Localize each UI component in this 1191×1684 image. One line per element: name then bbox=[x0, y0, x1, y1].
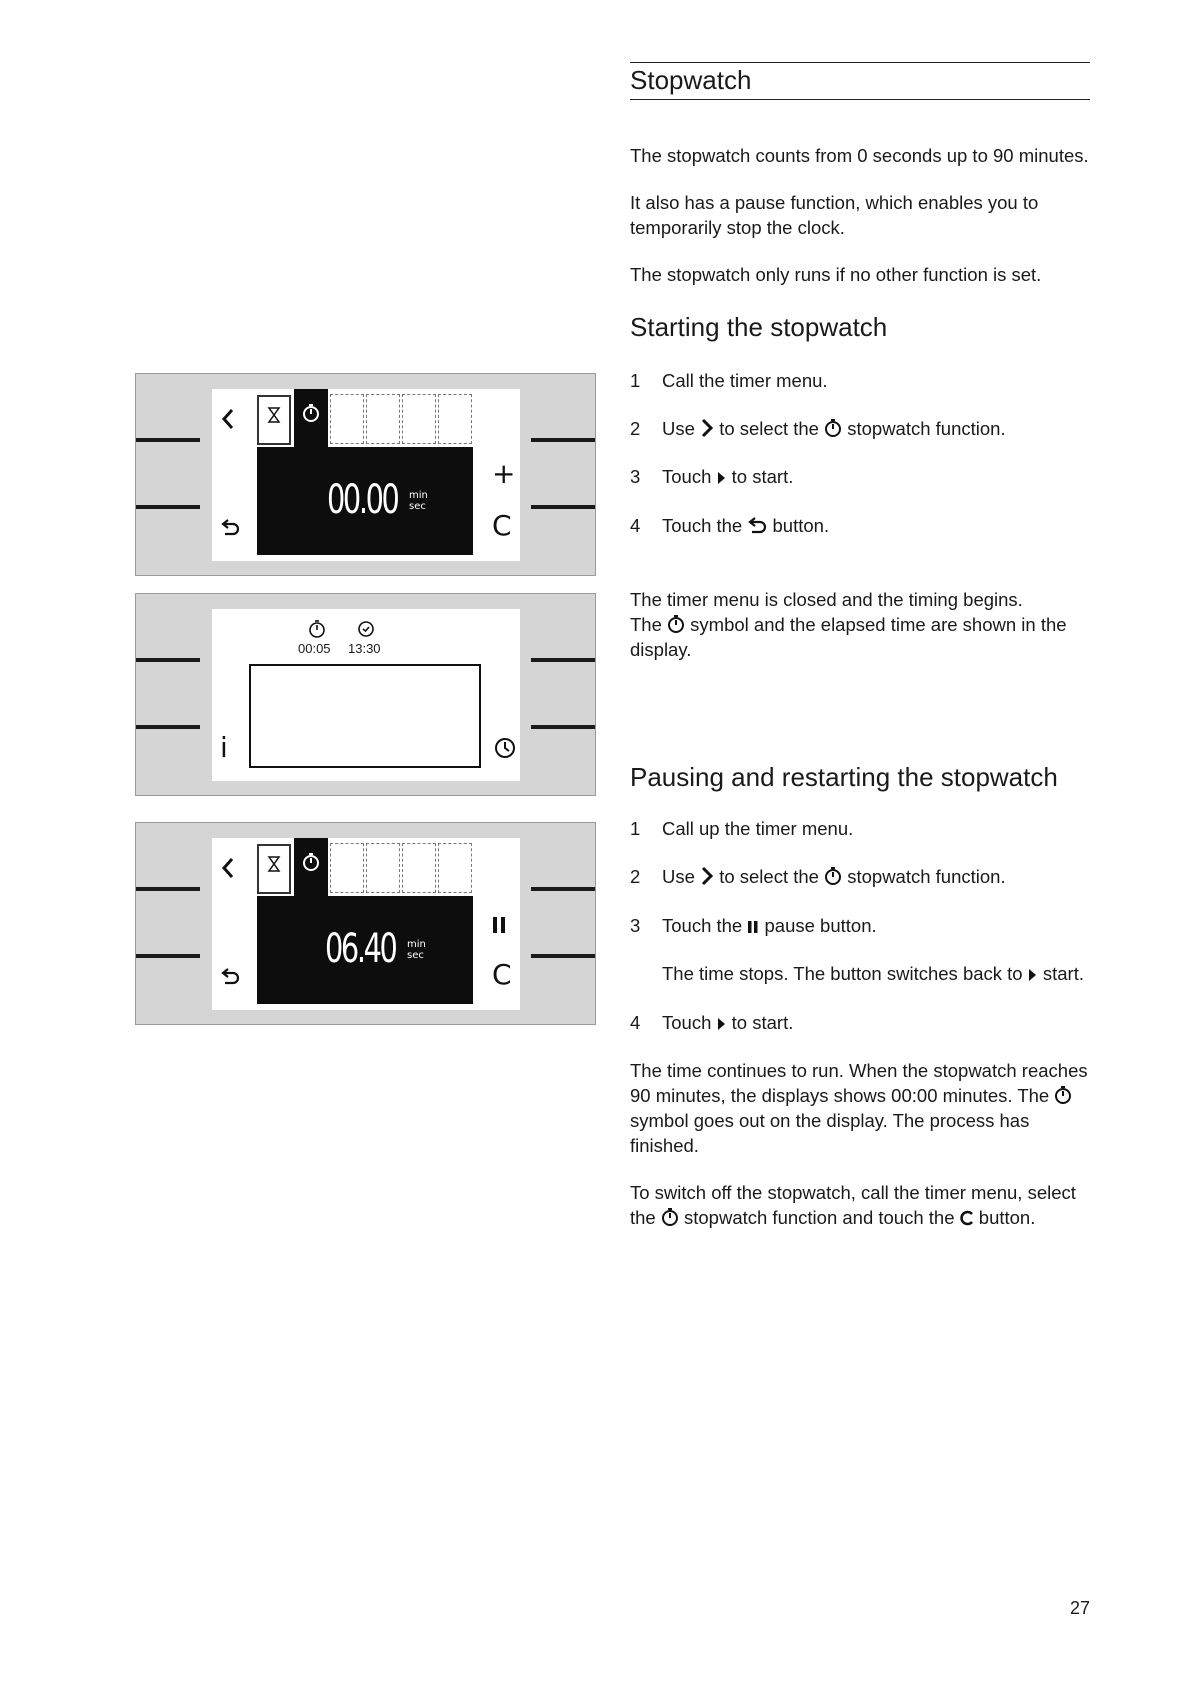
touch-line bbox=[136, 438, 200, 442]
time-display bbox=[257, 447, 473, 555]
play-icon bbox=[717, 1016, 727, 1032]
unit-sec: sec bbox=[407, 950, 424, 961]
step-text: button. bbox=[772, 515, 830, 536]
back-arrow-icon[interactable] bbox=[220, 966, 242, 988]
step-text: pause button. bbox=[764, 915, 877, 936]
step-number: 1 bbox=[630, 818, 641, 839]
step-text: Touch the bbox=[662, 515, 743, 536]
unit-sec: sec bbox=[409, 501, 426, 512]
pause-icon[interactable] bbox=[492, 916, 506, 934]
pause-step-2 bbox=[630, 864, 1100, 889]
pause-icon bbox=[747, 919, 759, 935]
pause-result-2 bbox=[630, 1180, 1100, 1230]
step-number: 2 bbox=[630, 866, 641, 887]
display-panel-running bbox=[135, 593, 596, 796]
step-text: to start. bbox=[731, 1012, 794, 1033]
empty-tab bbox=[366, 843, 400, 893]
chevron-right-icon bbox=[700, 418, 714, 438]
play-icon bbox=[717, 470, 727, 486]
stopwatch-tab[interactable] bbox=[294, 389, 328, 447]
intro-paragraph-2: It also has a pause function, which enables you to temporarily stop the clock. bbox=[630, 192, 1039, 238]
step-number: 1 bbox=[630, 370, 641, 391]
display-panel-start bbox=[135, 373, 596, 576]
start-result bbox=[630, 587, 1100, 662]
step-number: 4 bbox=[630, 1012, 641, 1033]
step-text: start. bbox=[1042, 963, 1084, 984]
step-text: to start. bbox=[731, 466, 794, 487]
back-arrow-icon[interactable] bbox=[220, 517, 242, 539]
touch-line bbox=[531, 505, 595, 509]
intro-paragraph-1: The stopwatch counts from 0 seconds up to 90 minutes. bbox=[630, 145, 1089, 166]
step-text: to select the bbox=[719, 866, 819, 887]
info-button[interactable]: i bbox=[220, 731, 228, 764]
empty-tab bbox=[366, 394, 400, 444]
empty-tab bbox=[330, 394, 364, 444]
back-arrow-icon bbox=[747, 515, 767, 535]
empty-tab bbox=[402, 843, 436, 893]
section-title: Stopwatch bbox=[630, 62, 1090, 100]
pause-step-note bbox=[662, 961, 1132, 986]
result-line: The timer menu is closed and the timing begins. bbox=[630, 589, 1023, 610]
touch-line bbox=[531, 438, 595, 442]
result-text: button. bbox=[978, 1207, 1036, 1228]
chevron-left-icon[interactable] bbox=[220, 856, 236, 880]
display-panel-paused bbox=[135, 822, 596, 1025]
hourglass-icon bbox=[267, 407, 281, 423]
stopwatch-tab[interactable] bbox=[294, 838, 328, 896]
touch-line bbox=[136, 658, 200, 662]
display-screen bbox=[212, 609, 520, 781]
start-step-1 bbox=[630, 368, 1100, 393]
touch-line bbox=[531, 725, 595, 729]
step-text: stopwatch function. bbox=[847, 866, 1006, 887]
timer-tab[interactable] bbox=[257, 395, 291, 445]
step-text: Call the timer menu. bbox=[662, 370, 828, 391]
step-text: to select the bbox=[719, 418, 819, 439]
stopwatch-icon bbox=[667, 614, 685, 634]
result-text: The bbox=[630, 614, 662, 635]
step-text: The time stops. The button switches back to bbox=[662, 963, 1023, 984]
play-icon bbox=[1028, 967, 1038, 983]
heading-pausing: Pausing and restarting the stopwatch bbox=[630, 762, 1058, 792]
stopwatch-icon bbox=[824, 418, 842, 438]
stopwatch-icon bbox=[308, 619, 326, 639]
stopwatch-icon bbox=[302, 852, 320, 872]
result-text: symbol goes out on the display. The process has finished. bbox=[630, 1110, 1030, 1156]
pause-step-4 bbox=[630, 1010, 1100, 1035]
result-text: symbol and the elapsed time are shown in the display. bbox=[630, 614, 1067, 660]
stopwatch-icon bbox=[302, 403, 320, 423]
clear-c-icon bbox=[960, 1209, 974, 1227]
display-screen bbox=[212, 838, 520, 1010]
stopwatch-elapsed: 00:05 bbox=[298, 641, 331, 656]
stopwatch-icon bbox=[824, 866, 842, 886]
stopwatch-icon bbox=[1054, 1085, 1072, 1105]
result-text: To switch off the stopwatch, call the timer menu, select the bbox=[630, 1182, 1076, 1228]
chevron-right-icon bbox=[700, 866, 714, 886]
unit-min: min bbox=[407, 939, 426, 950]
touch-line bbox=[136, 887, 200, 891]
clear-button[interactable]: C bbox=[492, 958, 512, 991]
chevron-left-icon[interactable] bbox=[220, 407, 236, 431]
start-step-4 bbox=[630, 513, 1100, 538]
step-number: 2 bbox=[630, 418, 641, 439]
step-text: Touch bbox=[662, 466, 712, 487]
start-step-2 bbox=[630, 416, 1100, 441]
clear-button[interactable]: C bbox=[492, 509, 512, 542]
unit-min: min bbox=[409, 490, 428, 501]
empty-tab bbox=[402, 394, 436, 444]
touch-line bbox=[136, 725, 200, 729]
touch-line bbox=[531, 887, 595, 891]
empty-tab bbox=[330, 843, 364, 893]
result-text: stopwatch function and touch the bbox=[684, 1207, 955, 1228]
time-value: 06.40 bbox=[325, 926, 396, 972]
time-display bbox=[257, 896, 473, 1004]
main-display-area bbox=[249, 664, 481, 768]
clock-check-icon bbox=[357, 620, 375, 638]
empty-tab bbox=[438, 843, 472, 893]
result-text: The time continues to run. When the stopwatch reaches 90 minutes, the displays shows 00:00 minutes. The bbox=[630, 1060, 1088, 1106]
display-screen bbox=[212, 389, 520, 561]
step-text: stopwatch function. bbox=[847, 418, 1006, 439]
step-text: Use bbox=[662, 418, 695, 439]
touch-line bbox=[136, 505, 200, 509]
intro-paragraph-3: The stopwatch only runs if no other function is set. bbox=[630, 264, 1042, 285]
step-number: 3 bbox=[630, 915, 641, 936]
start-step-3 bbox=[630, 464, 1100, 489]
clock-time: 13:30 bbox=[348, 641, 381, 656]
step-text: Call up the timer menu. bbox=[662, 818, 854, 839]
stopwatch-icon bbox=[661, 1207, 679, 1227]
step-text: Touch the bbox=[662, 915, 743, 936]
clock-icon[interactable] bbox=[494, 737, 516, 759]
step-number: 4 bbox=[630, 515, 641, 536]
touch-line bbox=[531, 954, 595, 958]
pause-step-1 bbox=[630, 816, 1100, 841]
result-line-2 bbox=[630, 612, 1100, 662]
time-value: 00.00 bbox=[327, 477, 398, 523]
step-text: Touch bbox=[662, 1012, 712, 1033]
hourglass-icon bbox=[267, 856, 281, 872]
plus-button[interactable]: + bbox=[492, 457, 516, 490]
step-text: Use bbox=[662, 866, 695, 887]
heading-starting: Starting the stopwatch bbox=[630, 312, 888, 342]
step-number: 3 bbox=[630, 466, 641, 487]
pause-result-1 bbox=[630, 1058, 1100, 1158]
pause-step-3 bbox=[630, 913, 1100, 938]
timer-tab[interactable] bbox=[257, 844, 291, 894]
page-number: 27 bbox=[1070, 1598, 1091, 1618]
touch-line bbox=[136, 954, 200, 958]
touch-line bbox=[531, 658, 595, 662]
empty-tab bbox=[438, 394, 472, 444]
